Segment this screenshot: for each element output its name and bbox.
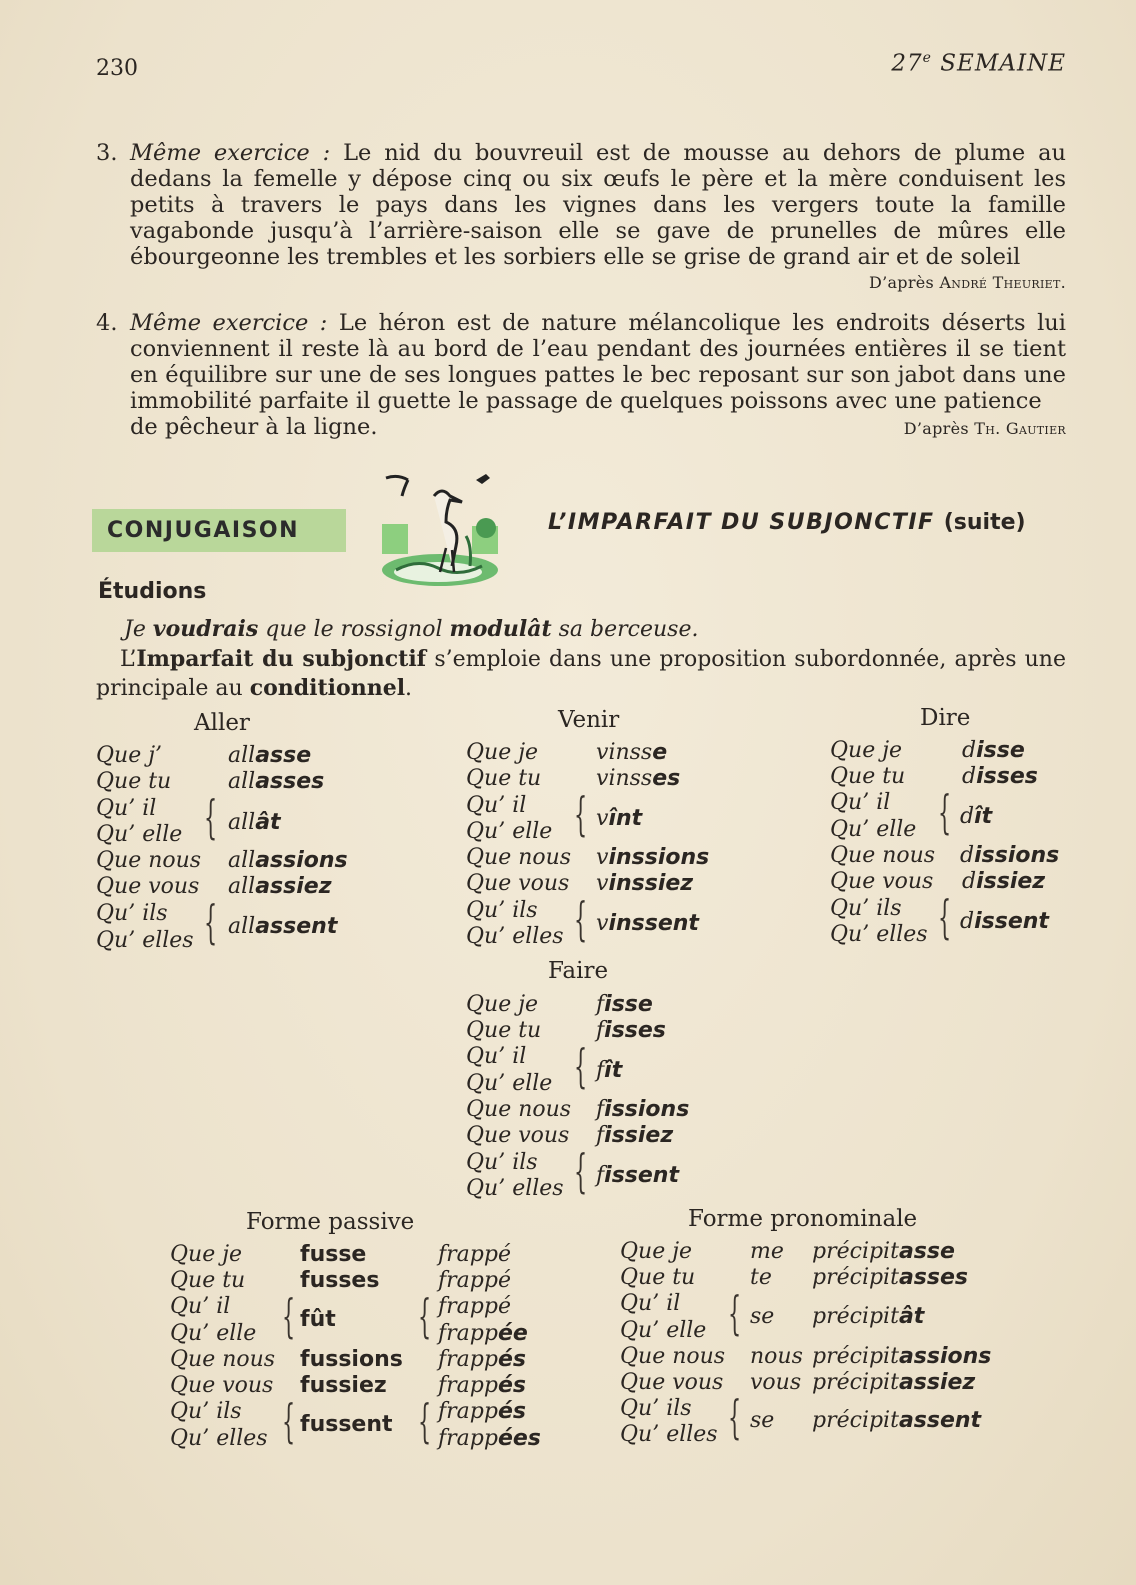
brace: {: [728, 1286, 742, 1340]
exercise-source: [130, 272, 1066, 294]
pronoun: Que je: [466, 992, 539, 1017]
reflexive-pronoun: te: [750, 1265, 772, 1290]
pronoun: Que vous: [96, 874, 200, 899]
section-title: [548, 510, 1026, 535]
source-prefix: D’après: [868, 273, 935, 292]
exercise-3: [96, 140, 1066, 294]
auxiliary: fusses: [300, 1268, 380, 1293]
etudions-heading: Étudions: [98, 579, 207, 604]
brace: {: [728, 1390, 742, 1444]
rule-term: conditionnel: [249, 675, 406, 701]
pronoun: Que vous: [170, 1373, 274, 1398]
reflexive-pronoun: me: [750, 1239, 784, 1264]
pronoun: Qu’ ils: [170, 1399, 242, 1424]
section-title-suffix: (suite): [943, 510, 1026, 535]
pronoun: Que nous: [170, 1347, 276, 1372]
source-author: André Theuriet.: [939, 273, 1066, 292]
pronoun: Que tu: [830, 764, 906, 789]
pronoun: Qu’ elles: [620, 1422, 718, 1447]
pronoun: Que j’: [96, 743, 163, 768]
verb-form: fît: [596, 1058, 623, 1083]
example-part: sa berceuse.: [558, 617, 699, 642]
auxiliary: fussiez: [300, 1373, 387, 1398]
verb-form: disses: [962, 764, 1038, 789]
verb-form: allassent: [228, 914, 338, 939]
exercise-number: 3.: [96, 140, 118, 166]
week-label: SEMAINE: [940, 50, 1066, 77]
pronoun: Que tu: [620, 1265, 696, 1290]
pronoun: Qu’ ils: [466, 1150, 538, 1175]
example-part: Je: [124, 617, 146, 642]
pronoun: Que je: [830, 738, 903, 763]
exercise-text-last: de pêcheur à la ligne.: [130, 414, 378, 440]
week-number: 27: [891, 50, 923, 77]
verb-form: allasses: [228, 769, 325, 794]
verb-form: vinssiez: [596, 871, 694, 896]
brace: {: [574, 892, 588, 946]
reflexive-pronoun: vous: [750, 1370, 802, 1395]
participle: frappés: [438, 1399, 526, 1424]
participle: frappées: [438, 1426, 541, 1451]
pronoun: Que je: [620, 1239, 693, 1264]
verb-form: précipitasses: [812, 1265, 968, 1290]
example-verb: modulât: [449, 616, 552, 642]
exercise-4: [96, 310, 1066, 442]
grammar-rule: [96, 645, 1066, 703]
pronoun: Que vous: [466, 871, 570, 896]
verb-form: vinssent: [596, 911, 699, 936]
verb-form: disse: [962, 738, 1025, 763]
brace: {: [418, 1289, 432, 1343]
pronoun: Qu’ elles: [466, 1176, 564, 1201]
brace: {: [574, 1039, 588, 1093]
page-number: 230: [96, 56, 138, 81]
brace: {: [938, 785, 952, 839]
section-label: CONJUGAISON: [92, 509, 346, 552]
source-author: Th. Gautier: [974, 419, 1066, 438]
pronoun: Qu’ il: [830, 790, 891, 815]
verb-form: fisse: [596, 992, 653, 1017]
verb-form: fissiez: [596, 1123, 674, 1148]
exercise-number: 4.: [96, 310, 118, 336]
reflexive-pronoun: se: [750, 1304, 775, 1329]
verb-form: dissent: [960, 909, 1049, 934]
pronoun: Qu’ ils: [830, 896, 902, 921]
source-prefix: D’après: [903, 419, 969, 438]
pronoun: Qu’ elle: [466, 819, 553, 844]
pronoun: Que tu: [466, 1018, 542, 1043]
verb-form: précipitassiez: [812, 1370, 976, 1395]
verb-form: vînt: [596, 806, 643, 831]
brace: {: [574, 1144, 588, 1198]
running-head: [891, 50, 1066, 77]
verb-form: dissions: [960, 843, 1060, 868]
brace: {: [204, 790, 218, 844]
participle: frappés: [438, 1347, 526, 1372]
pronoun: Qu’ ils: [96, 901, 168, 926]
verb-title: Forme pronominale: [688, 1206, 918, 1232]
verb-form: dissiez: [962, 869, 1046, 894]
pronoun: Qu’ elles: [466, 924, 564, 949]
pronoun: Que je: [170, 1242, 243, 1267]
pronoun: Qu’ il: [170, 1294, 231, 1319]
verb-form: vinsses: [596, 766, 681, 791]
pronoun: Que tu: [170, 1268, 246, 1293]
verb-form: fisses: [596, 1018, 666, 1043]
pronoun: Qu’ il: [620, 1291, 681, 1316]
brace: {: [574, 787, 588, 841]
brace: {: [282, 1289, 296, 1343]
verb-form: allassions: [228, 848, 348, 873]
pronoun: Que nous: [830, 843, 936, 868]
pronoun: Qu’ il: [96, 796, 157, 821]
exercise-text: Le héron est de nature mélancolique les endroits déserts lui conviennent il reste là au bord de l’eau pendant des journées entières il se tient en équilibre sur une de ses longues pattes le bec reposant sur son jabot dans une immobilité parfaite il guette le passage de quelques poissons avec une patience: [130, 310, 1066, 414]
brace: {: [282, 1394, 296, 1448]
participle: frappé: [438, 1242, 511, 1267]
auxiliary: fussent: [300, 1412, 393, 1437]
verb-title: Aller: [194, 710, 250, 736]
verb-form: précipitassions: [812, 1344, 992, 1369]
pronoun: Que nous: [96, 848, 202, 873]
pronoun: Que tu: [96, 769, 172, 794]
pronoun: Que je: [466, 740, 539, 765]
participle: frappés: [438, 1373, 526, 1398]
participle: frappée: [438, 1321, 528, 1346]
pronoun: Que tu: [466, 766, 542, 791]
example-sentence: [124, 616, 698, 642]
heron-illustration: [378, 466, 502, 590]
pronoun: Qu’ elle: [466, 1071, 553, 1096]
verb-form: vinssions: [596, 845, 710, 870]
reflexive-pronoun: se: [750, 1408, 775, 1433]
verb-form: allât: [228, 810, 281, 835]
verb-form: fissions: [596, 1097, 690, 1122]
verb-form: précipitassent: [812, 1408, 982, 1433]
brace: {: [204, 895, 218, 949]
pronoun: Que vous: [466, 1123, 570, 1148]
verb-form: allassiez: [228, 874, 332, 899]
verb-form: dît: [960, 804, 993, 829]
week-sup: e: [922, 50, 932, 66]
pronoun: Qu’ il: [466, 1044, 527, 1069]
auxiliary: fussions: [300, 1347, 403, 1372]
verb-title: Dire: [920, 705, 971, 731]
pronoun: Qu’ il: [466, 793, 527, 818]
pronoun: Que vous: [830, 869, 934, 894]
pronoun: Qu’ elles: [830, 922, 928, 947]
pronoun: Qu’ elle: [620, 1318, 707, 1343]
brace: {: [418, 1394, 432, 1448]
exercise-label: Même exercice :: [130, 310, 328, 336]
verb-title: Faire: [548, 958, 609, 984]
exercise-label: Même exercice :: [130, 140, 331, 166]
pronoun: Qu’ elle: [830, 817, 917, 842]
pronoun: Qu’ elles: [170, 1426, 268, 1451]
exercise-source: [904, 416, 1066, 442]
pronoun: Qu’ elle: [96, 822, 183, 847]
rule-part: s’emploie dans une proposition subordonnée, après une principale au: [96, 647, 1066, 701]
pronoun: Que nous: [620, 1344, 726, 1369]
verb-form: vinsse: [596, 740, 668, 765]
pronoun: Qu’ elles: [96, 928, 194, 953]
verb-form: allasse: [228, 743, 312, 768]
section-title-text: L’IMPARFAIT DU SUBJONCTIF: [548, 510, 935, 535]
verb-form: fissent: [596, 1163, 679, 1188]
verb-form: précipitasse: [812, 1239, 955, 1264]
brace: {: [938, 890, 952, 944]
pronoun: Qu’ ils: [620, 1396, 692, 1421]
verb-title: Venir: [558, 707, 620, 733]
pronoun: Qu’ ils: [466, 898, 538, 923]
pronoun: Qu’ elle: [170, 1321, 257, 1346]
verb-form: précipitât: [812, 1304, 925, 1329]
auxiliary: fût: [300, 1307, 336, 1332]
pronoun: Que nous: [466, 845, 572, 870]
rule-part: L’: [120, 647, 137, 672]
rule-part: .: [405, 676, 413, 701]
pronoun: Que nous: [466, 1097, 572, 1122]
verb-title: Forme passive: [246, 1209, 415, 1235]
example-part: que le rossignol: [265, 617, 443, 642]
participle: frappé: [438, 1268, 511, 1293]
pronoun: Que vous: [620, 1370, 724, 1395]
participle: frappé: [438, 1294, 511, 1319]
rule-term: Imparfait du subjonctif: [136, 646, 427, 672]
auxiliary: fusse: [300, 1242, 367, 1267]
reflexive-pronoun: nous: [750, 1344, 803, 1369]
exercise-text: Le nid du bouvreuil est de mousse au dehors de plume au dedans la femelle y dépose cinq ou six œufs le père et la mère conduisent les petits à travers le pays dans les vignes dans les vergers toute la famille vagabonde jusqu’à l’arrière-saison elle se gave de prunelles de mûres elle ébourgeonne les trembles et les sorbiers elle se grise de grand air et de soleil: [130, 140, 1066, 270]
example-verb: voudrais: [152, 616, 259, 642]
